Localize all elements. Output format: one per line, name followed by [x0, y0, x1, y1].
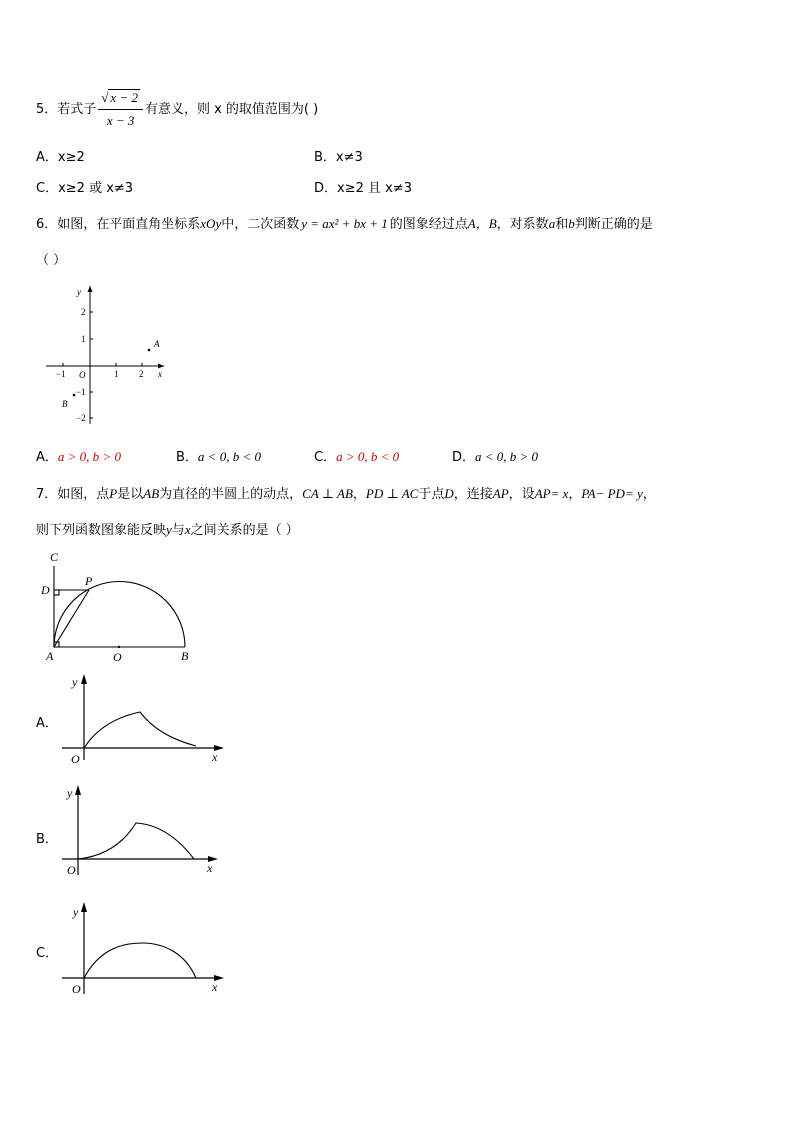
- svg-text:y: y: [67, 786, 73, 800]
- q6-origin: O: [79, 370, 86, 380]
- q7-center-dot: [118, 646, 120, 648]
- svg-text:−2: −2: [76, 413, 86, 423]
- q6-option-b[interactable]: B．a < 0, b < 0: [176, 449, 261, 465]
- svg-text:y: y: [73, 905, 79, 919]
- svg-text:y: y: [72, 675, 78, 689]
- q5-number: 5．若式子: [36, 102, 97, 117]
- q6-paren: （ ）: [36, 253, 67, 268]
- q7-option-b-label[interactable]: B．: [36, 832, 58, 847]
- q6-figure: [40, 282, 170, 427]
- svg-text:1: 1: [81, 334, 86, 344]
- q7-option-b-graph[interactable]: [58, 783, 228, 879]
- q7-label-a: A: [46, 649, 54, 663]
- q6-option-c[interactable]: C．a > 0, b < 0: [314, 449, 400, 465]
- svg-text:2: 2: [139, 369, 144, 379]
- q6-point-a: [148, 349, 151, 352]
- q6-y-label: y: [77, 287, 81, 297]
- q7-segment-ap: [54, 590, 89, 647]
- q6-point-b-label: B: [62, 399, 68, 409]
- q6-x-label: x: [158, 369, 162, 379]
- q5-suffix: 有意义，则 x 的取值范围为( ): [144, 102, 319, 117]
- q6-point-b: [73, 394, 76, 397]
- q5-option-a[interactable]: A．x≥2: [36, 150, 85, 165]
- q7-option-c-graph[interactable]: [58, 900, 228, 996]
- q5-denominator: x − 3: [106, 113, 135, 128]
- q5-option-c[interactable]: C．x≥2 或 x≠3: [36, 181, 134, 196]
- q6-stem: 6．如图，在平面直角坐标系xOy中，二次函数 y = ax² + bx + 1 的图象经过点A，B，对系数a和b判断正确的是: [36, 216, 653, 232]
- q5-option-b[interactable]: B．x≠3: [314, 150, 363, 165]
- q7-label-d: D: [41, 583, 50, 597]
- svg-text:O: O: [72, 982, 81, 996]
- q7-label-o: O: [113, 650, 122, 664]
- q7-option-c-label[interactable]: C．: [36, 946, 59, 961]
- svg-text:1: 1: [114, 369, 119, 379]
- svg-text:−1: −1: [56, 369, 66, 379]
- q7-stem-line2: 则下列函数图象能反映y与x之间关系的是（ ）: [36, 522, 299, 538]
- q7-option-a-graph[interactable]: [58, 672, 228, 768]
- q6-point-a-label: A: [154, 339, 160, 349]
- q5-fraction: $\frac{√ x - 2}{x - 3}$: [98, 88, 143, 131]
- q7-label-p: P: [85, 574, 93, 588]
- svg-text:O: O: [71, 752, 80, 766]
- q5-stem: [36, 88, 318, 131]
- svg-text:O: O: [67, 863, 76, 877]
- svg-text:x: x: [212, 980, 218, 994]
- q7-figure: [38, 546, 198, 666]
- svg-text:−1: −1: [76, 387, 86, 397]
- q5-option-d[interactable]: D．x≥2 且 x≠3: [314, 181, 412, 196]
- q6-option-d[interactable]: D．a < 0, b > 0: [452, 449, 539, 465]
- q6-option-a[interactable]: A．a > 0, b > 0: [36, 449, 121, 465]
- q7-label-b: B: [181, 649, 189, 663]
- svg-text:x: x: [207, 861, 213, 875]
- q7-option-a-label[interactable]: A．: [36, 716, 58, 731]
- svg-text:2: 2: [81, 307, 86, 317]
- q7-label-c: C: [50, 550, 59, 564]
- svg-text:x: x: [212, 750, 218, 764]
- q5-numerator: x − 2: [110, 90, 138, 105]
- q7-stem-line1: 7．如图，点P是以AB为直径的半圆上的动点，CA ⊥ AB，PD ⊥ AC于点D，连接AP，设AP= x，PA− PD= y，: [36, 486, 656, 502]
